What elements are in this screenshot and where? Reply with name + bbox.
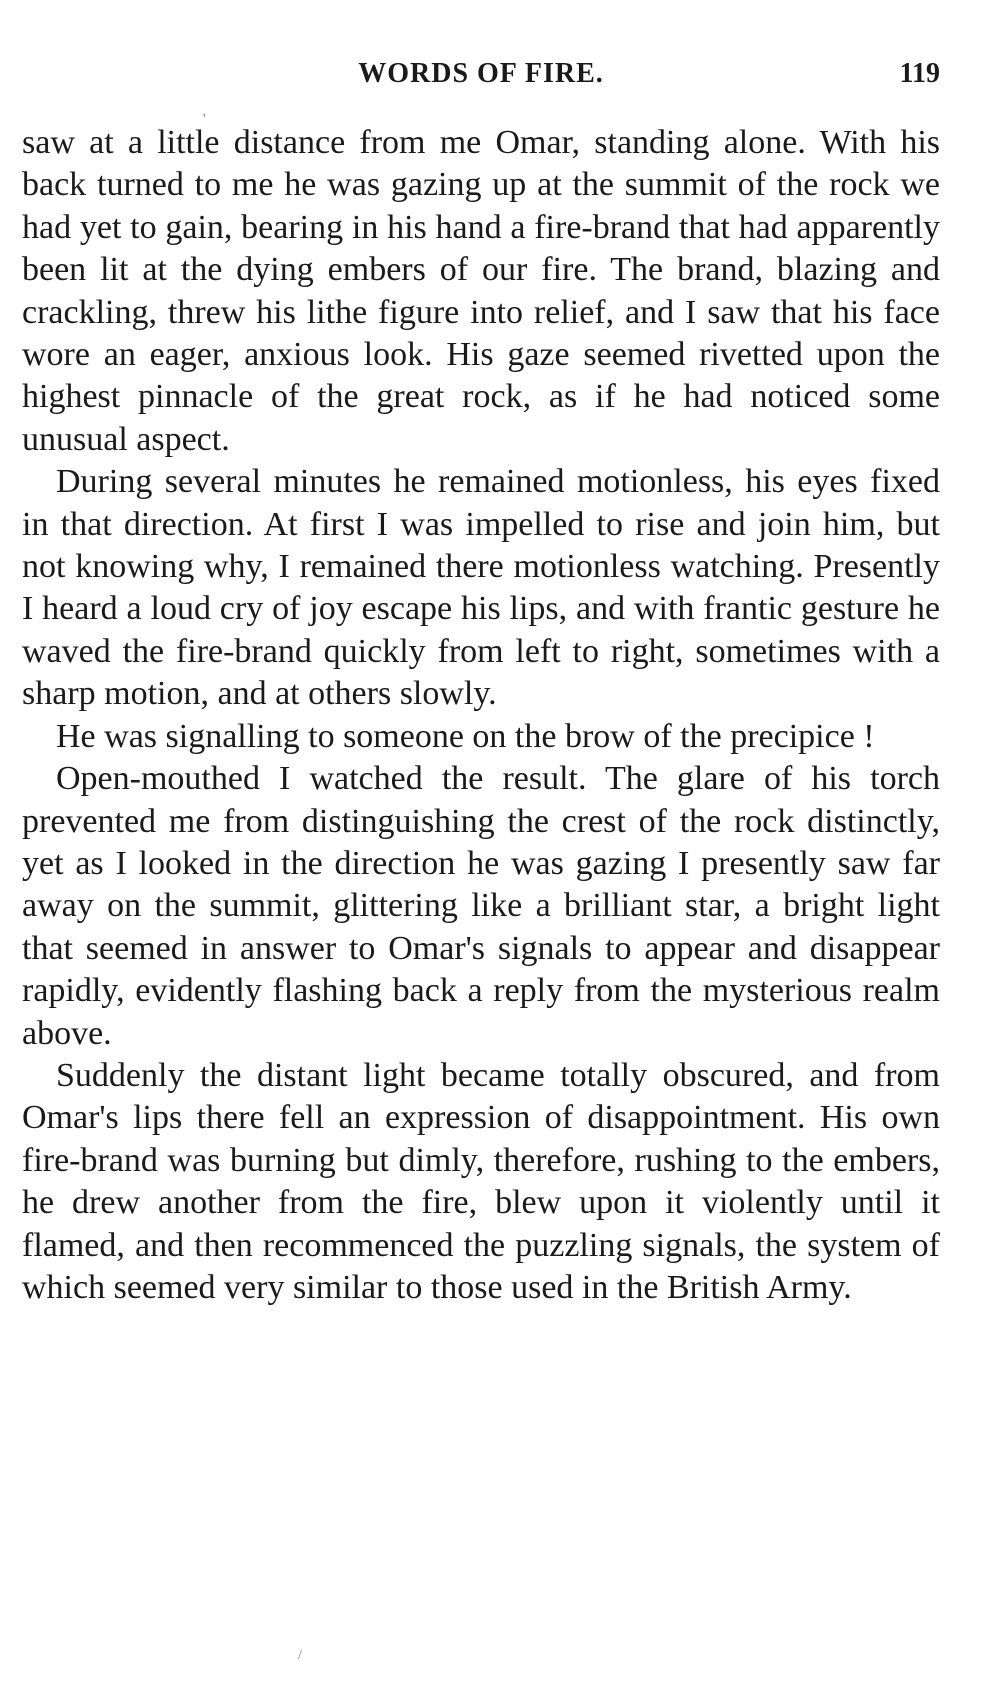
scan-speck: / [298, 1648, 302, 1663]
body-text [22, 122, 940, 1309]
paragraph: He was signalling to someone on the brow of the precipice ! [56, 717, 875, 755]
paragraph: Suddenly the distant light became totally obscured, and from Omar's lips there fell an expression of disappointment. His own fire-brand was burning but dimly, therefore, rushing to the embers, he drew another from the fire, blew upon it violently until it flamed, and then recommenced the puzzling signals, the system of which seemed very similar to those used in the British Army. [22, 1056, 940, 1306]
running-title: WORDS OF FIRE. [358, 58, 604, 89]
page-number: 119 [899, 58, 940, 89]
paragraph-continued: saw at a little distance from me Omar, standing alone. With his back turned to me he was gazing up at the summit of the rock we had yet to gain, bearing in his hand a fire-brand that had apparently been lit at the dying embers of our fire. The brand, blazing and crackling, threw his lithe figure into relief, and I saw that his face wore an eager, anxious look. His gaze seemed rivetted upon the highest pinnacle of the great rock, as if he had noticed some unusual aspect. [22, 124, 940, 458]
paragraph: During several minutes he remained motionless, his eyes fixed in that direction. At first I was impelled to rise and join him, but not knowing why, I remained there motionless watching. Presently I heard a loud cry of joy escape his lips, and with frantic gesture he waved the fire-brand quickly from left to right, sometimes with a sharp motion, and at others slowly. [22, 463, 940, 713]
scan-speck: ' [203, 112, 206, 127]
running-header [22, 58, 940, 98]
paragraph: Open-mouthed I watched the result. The glare of his torch prevented me from distinguishing the crest of the rock distinctly, yet as I looked in the direction he was gazing I presently saw far away on the summit, glittering like a brilliant star, a bright light that seemed in answer to Omar's signals to appear and disappear rapidly, evidently flashing back a reply from the mysterious realm above. [22, 760, 940, 1052]
